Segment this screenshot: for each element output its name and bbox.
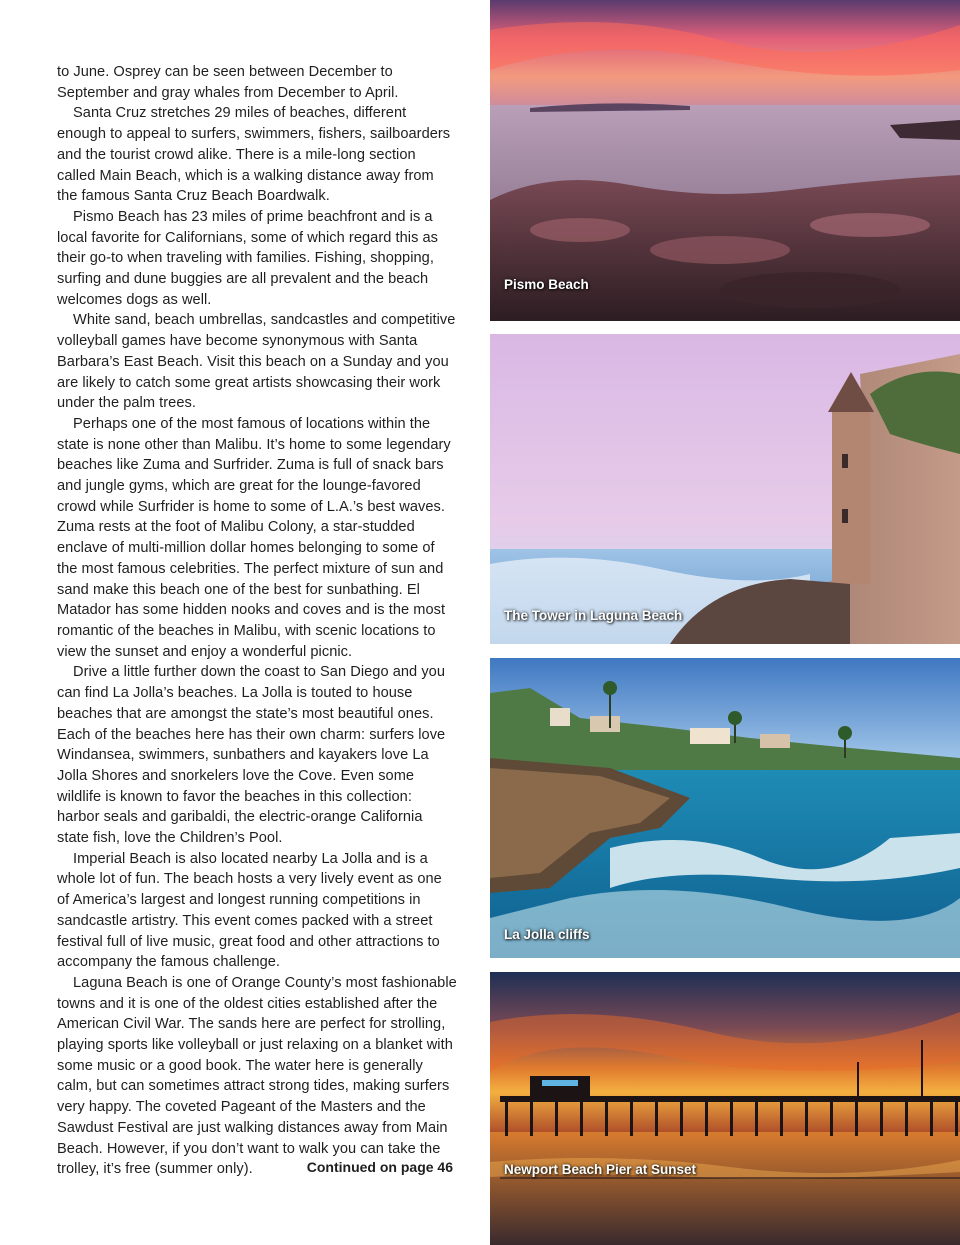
- la-jolla-image: [490, 658, 960, 958]
- photo-caption: Newport Beach Pier at Sunset: [504, 1162, 697, 1177]
- laguna-tower-image: [490, 334, 960, 644]
- article-paragraph: Pismo Beach has 23 miles of prime beachfront and is a local favorite for Californians, some of which regard this as their go-to when traveling with families. Fishing, shopping, surfing and dune buggies are all prevalent and the beach welcomes dogs as well.: [57, 208, 439, 308]
- photo-pismo-beach: [490, 0, 960, 321]
- article-paragraph: to June. Osprey can be seen between December to September and gray whales from December to April.: [57, 64, 399, 101]
- photo-column: [490, 0, 960, 1245]
- article-paragraph: Imperial Beach is also located nearby La Jolla and is a whole lot of fun. The beach hosts a very lively event as one of America’s largest and longest running competitions in sandcastle artistry. This event comes packed with a street festival full of live music, great food and other attractions to accompany the famous challenge.: [57, 850, 442, 971]
- article-body: [57, 62, 457, 1180]
- photo-caption: Pismo Beach: [504, 277, 589, 292]
- newport-pier-image: [490, 972, 960, 1245]
- article-paragraph: Drive a little further down the coast to San Diego and you can find La Jolla’s beaches. La Jolla is touted to house beaches that are amongst the state’s most beautiful ones. Each of the beaches here has their own charm: surfers love Windansea, swimmers, sunbathers and kayakers love La Jolla Shores and snorkelers love the Cove. Even some wildlife is known to favor the beaches in this collection: harbor seals and garibaldi, the electric-orange California state fish, love the Children’s Pool.: [57, 664, 446, 847]
- photo-laguna-tower: [490, 334, 960, 644]
- pismo-beach-image: [490, 0, 960, 321]
- photo-la-jolla: [490, 658, 960, 958]
- article-paragraph: White sand, beach umbrellas, sandcastles and competitive volleyball games have become synonymous with Santa Barbara’s East Beach. Visit this beach on a Sunday and you are likely to catch some great artists showcasing their work under the palm trees.: [57, 312, 456, 412]
- photo-caption: The Tower in Laguna Beach: [504, 608, 683, 623]
- article-paragraph: Santa Cruz stretches 29 miles of beaches, different enough to appeal to surfers, swimmers, fishers, sailboarders and the tourist crowd alike. There is a mile-long section called Main Beach, which is a walking distance away from the famous Santa Cruz Beach Boardwalk.: [57, 105, 451, 205]
- photo-newport-pier: [490, 972, 960, 1245]
- continued-on-page-note: Continued on page 46: [306, 1159, 453, 1175]
- article-paragraph: Laguna Beach is one of Orange County’s most fashionable towns and it is one of the oldest cities established after the American Civil War. The sands here are perfect for strolling, playing sports like volleyball or just relaxing on a blanket with some music or a good book. The water here is generally calm, but can sometimes attract strong tides, making surfers very happy. The coveted Pageant of the Masters and the Sawdust Festival are just walking distances away from Main Beach. However, if you don’t want to walk you can take the trolley, it’s free (summer only).: [57, 974, 457, 1178]
- photo-caption: La Jolla cliffs: [504, 927, 590, 942]
- article-paragraph: Perhaps one of the most famous of locations within the state is none other than Malibu. It’s home to some legendary beaches like Zuma and Surfrider. Zuma is full of snack bars and jungle gyms, which are great for the lounge-favored crowd while Surfrider is home to some of L.A.’s best waves. Zuma rests at the foot of Malibu Colony, a star-studded enclave of multi-million dollar homes belonging to some of the most famous celebrities. The perfect mixture of sun and sand make this beach one of the best for sunbathing. El Matador has some hidden nooks and coves and is the most romantic of the beaches in Malibu, with scenic locations to view the sunset and enjoy a wonderful picnic.: [57, 415, 451, 660]
